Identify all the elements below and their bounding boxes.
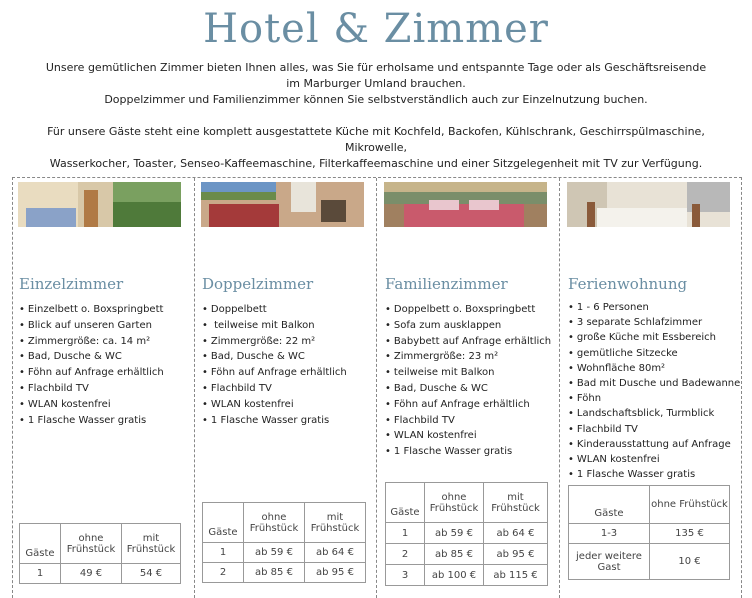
- intro-line: Für unsere Gäste steht eine komplett ausgestattete Küche mit Kochfeld, Backofen, Kühlschrank, Geschirrspülmaschine, Mikrowelle,: [47, 125, 705, 154]
- price-table: [19, 523, 181, 584]
- room-name: Doppelzimmer: [202, 275, 314, 293]
- table-cell: 1: [386, 523, 425, 544]
- table-header: ohne Frühstück: [425, 483, 484, 523]
- room-photo: [567, 182, 730, 227]
- feature-item: • Bad mit Dusche und Badewanne: [568, 376, 740, 391]
- table-header: Gäste: [569, 486, 650, 524]
- table-header: Gäste: [203, 503, 244, 543]
- table-cell: 135 €: [650, 524, 730, 544]
- room-card-doppelzimmer: [194, 178, 377, 598]
- feature-item: • Blick auf unseren Garten: [19, 318, 164, 334]
- table-cell: 49 €: [61, 564, 122, 584]
- room-name: Ferienwohnung: [568, 275, 688, 293]
- room-name: Einzelzimmer: [19, 275, 124, 293]
- feature-item: • Doppelbett: [202, 302, 347, 318]
- feature-item: • 1 Flasche Wasser gratis: [202, 413, 347, 429]
- table-cell: 1: [203, 543, 244, 563]
- feature-item: • WLAN kostenfrei: [385, 428, 551, 444]
- table-cell: ab 59 €: [425, 523, 484, 544]
- feature-item: • Flachbild TV: [202, 381, 347, 397]
- table-header: ohne Frühstück: [244, 503, 305, 543]
- feature-item: • 1 Flasche Wasser gratis: [568, 467, 740, 482]
- table-header: mit Frühstück: [305, 503, 366, 543]
- feature-item: • Bad, Dusche & WC: [19, 349, 164, 365]
- feature-item: • Zimmergröße: ca. 14 m²: [19, 334, 164, 350]
- feature-item: • Landschaftsblick, Turmblick: [568, 406, 740, 421]
- table-cell: 54 €: [122, 564, 181, 584]
- feature-item: • Flachbild TV: [19, 381, 164, 397]
- feature-item: • Bad, Dusche & WC: [385, 381, 551, 397]
- feature-item: • Bad, Dusche & WC: [202, 349, 347, 365]
- table-cell: ab 64 €: [305, 543, 366, 563]
- feature-item: • WLAN kostenfrei: [19, 397, 164, 413]
- feature-item: • teilweise mit Balkon: [202, 318, 347, 334]
- room-photo: [18, 182, 181, 227]
- room-grid: [12, 177, 742, 598]
- feature-item: • Kinderausstattung auf Anfrage: [568, 437, 740, 452]
- table-cell: 2: [386, 544, 425, 565]
- table-cell: jeder weitere Gast: [569, 544, 650, 580]
- table-cell: ab 100 €: [425, 565, 484, 586]
- feature-item: • Doppelbett o. Boxspringbett: [385, 302, 551, 318]
- feature-list: [19, 302, 164, 428]
- feature-item: • Flachbild TV: [385, 413, 551, 429]
- feature-item: • Einzelbett o. Boxspringbett: [19, 302, 164, 318]
- feature-item: • 1 Flasche Wasser gratis: [19, 413, 164, 429]
- table-header: Gäste: [20, 524, 61, 564]
- table-cell: ab 95 €: [484, 544, 548, 565]
- feature-item: • WLAN kostenfrei: [568, 452, 740, 467]
- feature-item: • gemütliche Sitzecke: [568, 346, 740, 361]
- feature-item: • Zimmergröße: 22 m²: [202, 334, 347, 350]
- table-cell: ab 85 €: [244, 563, 305, 583]
- feature-item: • Sofa zum ausklappen: [385, 318, 551, 334]
- room-card-einzelzimmer: [13, 178, 194, 598]
- room-card-familienzimmer: [376, 178, 560, 598]
- feature-item: • Föhn: [568, 391, 740, 406]
- room-photo: [201, 182, 364, 227]
- feature-item: • teilweise mit Balkon: [385, 365, 551, 381]
- intro-text: [30, 60, 722, 108]
- feature-item: • Föhn auf Anfrage erhältlich: [202, 365, 347, 381]
- feature-item: • große Küche mit Essbereich: [568, 330, 740, 345]
- table-header: mit Frühstück: [484, 483, 548, 523]
- table-cell: 10 €: [650, 544, 730, 580]
- feature-item: • Föhn auf Anfrage erhältlich: [385, 397, 551, 413]
- feature-list: [385, 302, 551, 460]
- table-cell: ab 59 €: [244, 543, 305, 563]
- table-header: ohne Frühstück: [650, 486, 730, 524]
- table-cell: ab 85 €: [425, 544, 484, 565]
- price-table: [385, 482, 548, 586]
- feature-item: • Wohnfläche 80m²: [568, 361, 740, 376]
- page-title: Hotel & Zimmer: [203, 6, 549, 52]
- price-table: [202, 502, 366, 583]
- table-cell: 2: [203, 563, 244, 583]
- feature-item: • Zimmergröße: 23 m²: [385, 349, 551, 365]
- table-header: ohne Frühstück: [61, 524, 122, 564]
- feature-item: • 3 separate Schlafzimmer: [568, 315, 740, 330]
- room-card-ferienwohnung: [559, 178, 742, 598]
- table-cell: ab 95 €: [305, 563, 366, 583]
- room-photo: [384, 182, 547, 227]
- feature-item: • 1 Flasche Wasser gratis: [385, 444, 551, 460]
- feature-item: • WLAN kostenfrei: [202, 397, 347, 413]
- feature-item: • Föhn auf Anfrage erhältlich: [19, 365, 164, 381]
- feature-item: • 1 - 6 Personen: [568, 300, 740, 315]
- table-cell: 1-3: [569, 524, 650, 544]
- intro-line: Wasserkocher, Toaster, Senseo-Kaffeemaschine, Filterkaffeemaschine und einer Sitzgelegenheit mit TV zur Verfügung.: [49, 157, 703, 170]
- room-name: Familienzimmer: [385, 275, 508, 293]
- intro-line: Unsere gemütlichen Zimmer bieten Ihnen alles, was Sie für erholsame und entspannte Tage oder als Geschäftsreisende: [45, 61, 707, 74]
- feature-list: [568, 300, 740, 482]
- feature-item: • Babybett auf Anfrage erhältlich: [385, 334, 551, 350]
- table-cell: ab 64 €: [484, 523, 548, 544]
- price-table: [568, 485, 730, 580]
- feature-item: • Flachbild TV: [568, 422, 740, 437]
- feature-list: [202, 302, 347, 428]
- table-header: mit Frühstück: [122, 524, 181, 564]
- table-header: Gäste: [386, 483, 425, 523]
- intro-line: Doppelzimmer und Familienzimmer können Sie selbstverständlich auch zur Einzelnutzung buchen.: [104, 93, 648, 106]
- kitchen-text: [30, 124, 722, 172]
- intro-line: im Marburger Umland brauchen.: [286, 77, 466, 90]
- table-cell: 1: [20, 564, 61, 584]
- table-cell: 3: [386, 565, 425, 586]
- table-cell: ab 115 €: [484, 565, 548, 586]
